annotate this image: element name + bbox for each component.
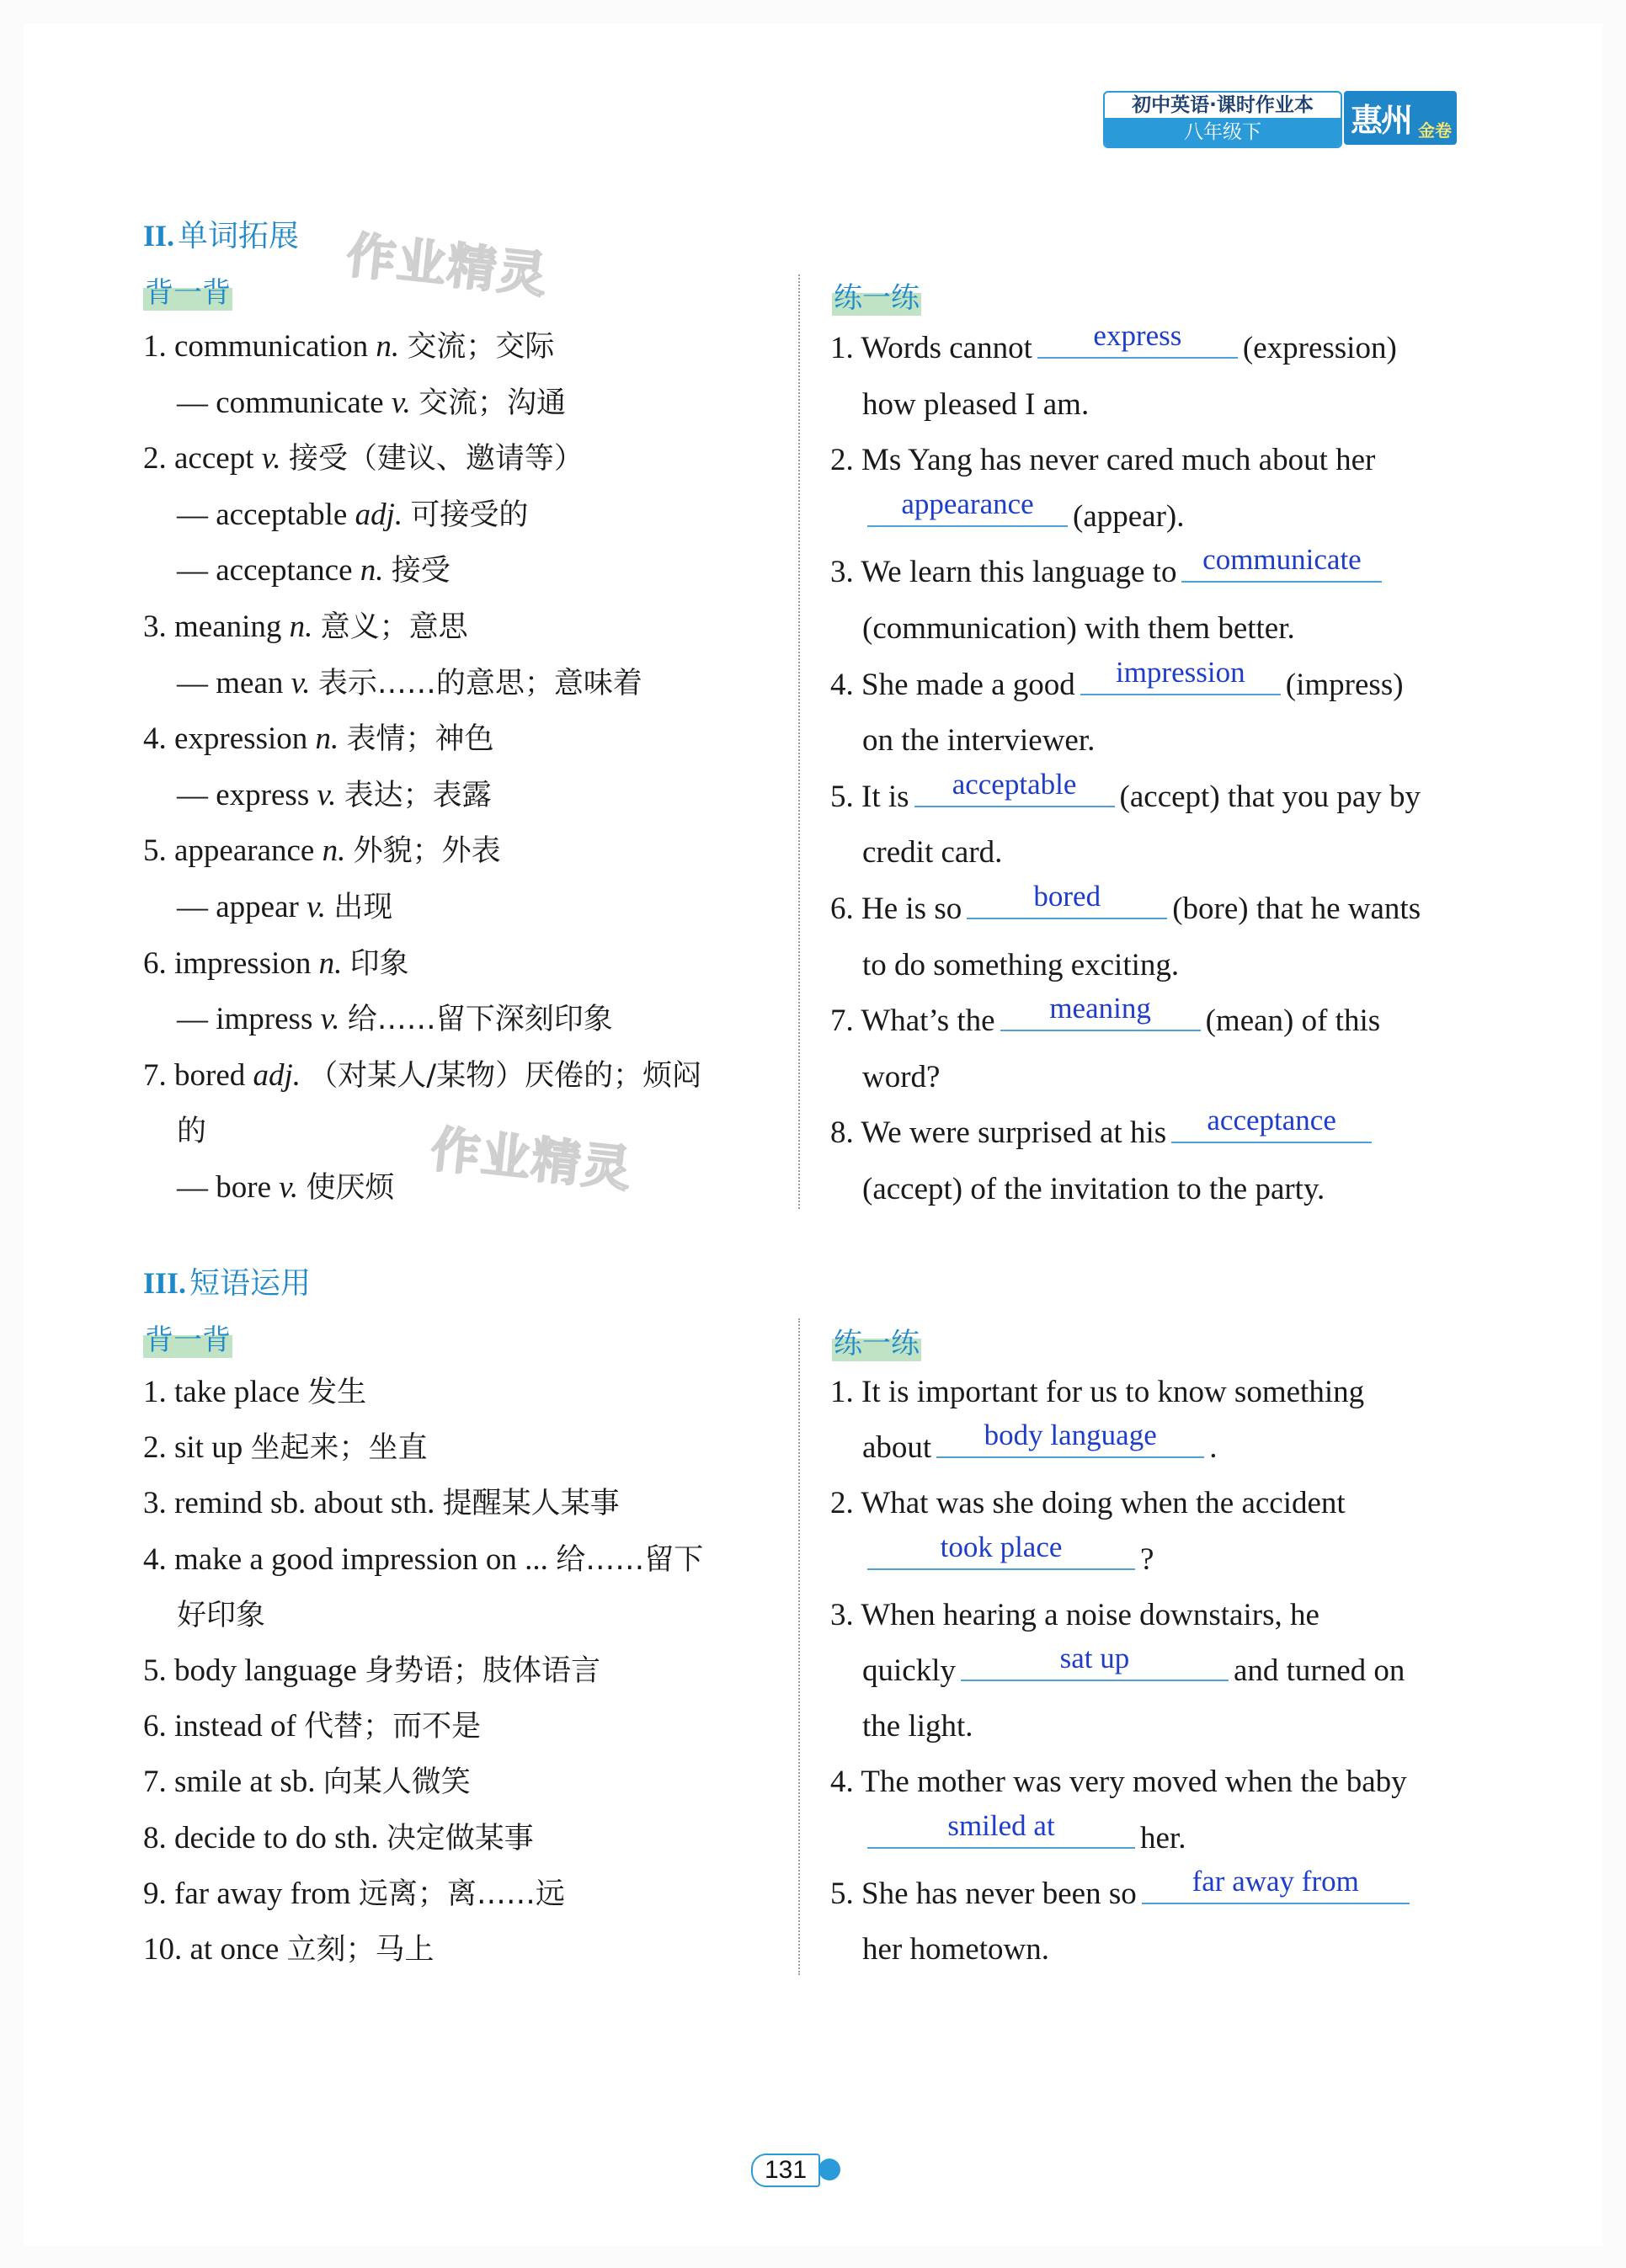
exercise-text: how pleased I am. [862,386,1090,422]
vocab-meaning: 可接受的 [410,498,529,532]
exercise-line [830,1597,1319,1634]
exercise-line [830,655,1404,704]
exercise-line [862,1708,973,1745]
exercise-text: 3. When hearing a noise downstairs, he [830,1597,1319,1632]
phrase-meaning: 好印象 [177,1598,266,1632]
vocab-meaning: 出现 [333,891,393,924]
exercise-text: (accept) that you pay by [1119,779,1421,814]
vocab-line [177,1113,206,1150]
answer-blank: body language [936,1423,1204,1458]
vocab-meaning: 印象 [349,946,409,981]
exercise-text: (communication) with them better. [862,611,1295,646]
answer-blank: sat up [961,1646,1229,1681]
exercise-text: 5. It is [830,779,909,814]
exercise-text: her hometown. [862,1932,1049,1967]
exercise-text: word? [862,1059,941,1094]
exercise-line [862,834,1002,871]
vocab-meaning: 交流；沟通 [418,386,567,420]
watermark: 作业精灵 [428,1120,636,1199]
phrase-line [143,1708,481,1745]
vocab-meaning: 接受 [391,554,450,588]
phrase-text: 4. make a good impression on ... [143,1541,557,1577]
exercise-text: quickly [862,1653,956,1688]
vocab-line [143,440,584,477]
page-number-badge [751,2154,844,2185]
series-title: 初中英语·课时作业本 [1132,94,1314,116]
exercise-line [862,386,1089,423]
vocab-line [177,665,642,702]
series-box [1103,91,1342,148]
vocab-word: — bore [177,1170,280,1205]
part-of-speech: n. [360,553,392,588]
phrase-meaning: 发生 [307,1376,367,1409]
phrase-line [143,1653,600,1690]
phrase-text: 5. body language [143,1653,365,1688]
exercise-text: to do something exciting. [862,947,1180,982]
vocab-line [177,497,528,534]
phrase-line [143,1820,534,1857]
exercise-text: the light. [862,1709,973,1744]
answer-blank: communicate [1181,547,1382,583]
exercise-line [830,442,1375,479]
exercise-text: 3. We learn this language to [830,555,1177,590]
vocab-meaning: 表达；表露 [344,778,492,812]
watermark: 作业精灵 [344,226,552,305]
phrase-meaning: 远离；离……远 [358,1877,565,1911]
exercise-text: 6. He is so [830,892,962,926]
exercise-line [862,1931,1049,1968]
brand-name: 惠州 [1351,101,1412,139]
exercise-text: (bore) that he wants [1172,892,1421,926]
vocab-line [143,833,501,870]
vocab-meaning: 交流；交际 [407,330,555,364]
vocab-word: 7. bored [143,1057,253,1093]
exercise-line [862,1642,1405,1690]
vocab-meaning: 表情；神色 [346,722,494,757]
vocab-word: — acceptable [177,497,355,532]
vocab-word: — impress [177,1002,321,1037]
vocab-line [143,1057,701,1094]
exercise-line [830,1104,1377,1152]
exercise-text: 4. She made a good [830,667,1075,702]
vocab-line [177,385,566,422]
part-of-speech: v. [279,1170,307,1205]
vocab-meaning: 接受（建议、邀请等） [288,442,584,476]
exercise-line [830,543,1387,591]
vocab-word: — appear [177,890,307,924]
vocab-line [177,1001,613,1038]
phrase-meaning: 立刻；马上 [286,1933,434,1967]
exercise-line [862,1808,1186,1857]
answer-blank: express [1037,323,1238,359]
exercise-line [830,1864,1415,1913]
exercise-text: (impress) [1285,667,1404,702]
phrase-text: 8. decide to do sth. [143,1820,387,1855]
vocab-word: — mean [177,665,291,700]
section-2-heading [143,212,299,255]
part-of-speech: v. [320,1002,348,1037]
part-of-speech: v. [261,441,289,476]
vocab-word: — communicate [177,385,392,420]
vocab-meaning: （对某人/某物）厌倦的；烦闷 [308,1058,702,1093]
phrase-meaning: 代替；而不是 [304,1710,482,1744]
vocab-word: — acceptance [177,553,360,588]
phrase-meaning: 决定做某事 [386,1821,534,1855]
exercise-text: (mean) of this [1205,1004,1381,1039]
vocab-line [177,777,492,814]
vocab-meaning: 意义；意思 [320,610,468,644]
exercise-line [862,1059,940,1096]
exercise-text: (appear). [1073,498,1185,534]
exercise-text: . [1209,1430,1218,1466]
vocab-meaning: 使厌烦 [306,1171,395,1205]
page-number: 131 [751,2154,820,2187]
exercise-text: ? [1140,1541,1154,1577]
vocab-word: 3. meaning [143,610,290,644]
phrase-line [143,1485,620,1522]
exercise-text: her. [1140,1820,1186,1855]
section-2-title: 单词拓展 [178,219,300,253]
part-of-speech: n. [322,833,354,869]
vocab-meaning: 外貌；外表 [353,834,501,869]
part-of-speech: adj. [253,1057,309,1093]
phrase-line [143,1764,471,1801]
vocab-meaning: 给……留下深刻印象 [347,1003,613,1037]
exercise-text: and turned on [1233,1653,1405,1688]
phrase-line [143,1876,565,1913]
phrase-text: 3. remind sb. about sth. [143,1486,443,1521]
answer-blank: impression [1080,660,1281,695]
part-of-speech: n. [315,721,347,757]
phrase-meaning: 向某人微笑 [323,1765,471,1800]
exercise-text: 5. She has never been so [830,1876,1137,1911]
phrase-line [143,1541,703,1579]
phrase-line [143,1429,427,1467]
exercise-text: credit card. [862,835,1003,870]
phrase-line [143,1931,434,1968]
phrase-text: 1. take place [143,1375,308,1409]
section-2-left-tag: 背一背 [143,269,232,311]
vocab-word: 2. accept [143,441,262,476]
section-3-title: 短语运用 [189,1266,312,1301]
exercise-text: 7. What’s the [830,1004,995,1039]
phrase-meaning: 提醒某人某事 [442,1487,620,1521]
part-of-speech: n. [289,610,321,644]
exercise-line [830,319,1397,367]
phrase-text: 10. at once [143,1932,287,1967]
exercise-text: 8. We were surprised at his [830,1115,1167,1151]
phrase-meaning: 给……留下 [556,1542,704,1577]
exercise-text: (accept) of the invitation to the party. [862,1172,1325,1206]
vocab-word: — express [177,777,317,812]
vocab-line [177,889,392,926]
exercise-text: 1. Words cannot [830,331,1032,365]
section-3-left-tag: 背一背 [143,1317,232,1358]
header-badge [1103,91,1457,145]
section-3-roman: III. [143,1266,187,1300]
vocab-line [143,328,554,365]
brand-sub: 金卷 [1418,120,1452,141]
part-of-speech: v. [391,385,418,420]
exercise-line [830,1485,1346,1522]
phrase-text: 2. sit up [143,1430,251,1466]
exercise-text: (expression) [1242,331,1397,365]
exercise-line [830,1374,1364,1411]
answer-blank: meaning [1000,996,1201,1031]
answer-blank: appearance [867,492,1068,527]
phrase-line [143,1374,366,1411]
vocab-word: 5. appearance [143,833,323,869]
part-of-speech: v. [317,777,344,812]
exercise-line [862,610,1295,647]
phrase-meaning: 身势语；肢体语言 [365,1654,601,1688]
column-divider [798,274,800,1209]
phrase-text: 9. far away from [143,1876,359,1911]
phrase-meaning: 坐起来；坐直 [250,1431,428,1466]
exercise-text: 1. It is important for us to know something [830,1375,1365,1409]
phrase-text: 7. smile at sb. [143,1765,323,1800]
column-divider [798,1318,800,1975]
exercise-text: 2. Ms Yang has never cared much about her [830,443,1376,478]
exercise-line [830,1764,1407,1801]
vocab-word: 6. impression [143,945,319,981]
brand-logo [1344,91,1457,145]
section-2-roman: II. [143,219,175,253]
section-3-heading [143,1259,311,1302]
exercise-line [830,767,1421,816]
part-of-speech: n. [376,329,408,364]
phrase-line [177,1597,265,1634]
answer-blank: acceptable [914,772,1115,807]
section-2-right-tag: 练一练 [832,274,921,316]
part-of-speech: v. [291,665,318,700]
exercise-line [862,1171,1325,1208]
vocab-line [143,609,468,646]
section-3-right-tag: 练一练 [832,1320,921,1361]
exercise-text: 4. The mother was very moved when the baby [830,1765,1407,1800]
answer-blank: acceptance [1171,1108,1372,1143]
exercise-text: on the interviewer. [862,723,1096,759]
vocab-word: 1. communication [143,329,376,364]
vocab-word: 4. expression [143,721,316,757]
exercise-line [830,880,1421,928]
part-of-speech: n. [318,945,350,981]
exercise-line [862,1419,1218,1467]
vocab-meaning: 表示……的意思；意味着 [317,666,642,700]
answer-blank: took place [867,1535,1135,1570]
exercise-line [862,487,1185,535]
exercise-line [862,947,1179,984]
vocab-line [143,721,494,758]
answer-blank: bored [967,884,1167,919]
vocab-meaning: 的 [177,1115,207,1149]
exercise-line [862,1530,1154,1579]
part-of-speech: v. [307,890,334,924]
vocab-line [177,552,450,589]
exercise-text: 2. What was she doing when the accident [830,1486,1346,1521]
exercise-line [862,722,1095,759]
vocab-line [143,945,409,982]
phrase-text: 6. instead of [143,1709,305,1744]
dot-icon [818,2159,840,2180]
exercise-text: about [862,1430,932,1466]
vocab-line [177,1169,394,1206]
exercise-line [830,992,1381,1040]
answer-blank: smiled at [867,1813,1135,1849]
part-of-speech: adj. [355,497,411,532]
answer-blank: far away from [1142,1869,1410,1904]
grade-label: 八年级下 [1105,118,1341,146]
